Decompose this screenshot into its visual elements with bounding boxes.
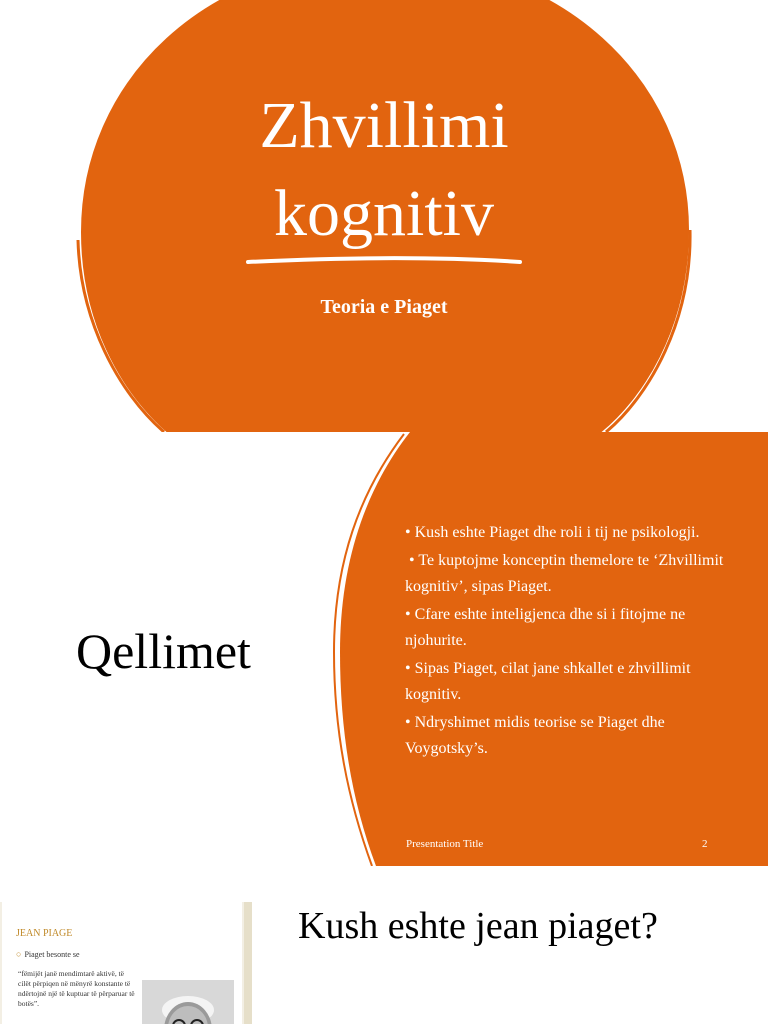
thumbnail-quote: “fëmijët janë mendimtarë aktivë, të cilët përpiqen në mënyrë konstante të ndërtojnë një të kuptuar të përparuar të botës”. [18,969,135,1008]
footer-presentation-title: Presentation Title [406,838,484,850]
objectives-title: Qellimet [76,623,251,679]
slide-title-text [200,82,568,258]
thumbnail-side-band [244,902,252,1024]
list-item: • Te kuptojme konceptin themelore te ‘Zhvillimit kognitiv’, sipas Piaget. [405,552,736,595]
thumbnail-title: JEAN PIAGE [16,928,73,939]
footer-page-number: 2 [702,838,708,850]
slide-subtitle: Teoria e Piaget [320,296,448,318]
list-item: • Sipas Piaget, cilat jane shkallet e zhvillimit kognitiv. [405,660,691,703]
slide-objectives [0,432,768,866]
thumbnail-subtitle [16,949,80,959]
embedded-slide-thumbnail [0,902,252,1024]
title-line-2: kognitiv [273,177,494,250]
bullet-icon: ○ [16,949,22,959]
slide-title [0,0,768,432]
objectives-list [405,520,736,764]
title-line-1: Zhvillimi [259,89,509,162]
thumbnail-subtitle-text: Piaget besonte se [24,950,80,959]
list-item: • Cfare eshte inteligjenca dhe si i fitojme ne njohurite. [405,606,686,649]
list-item: • Ndryshimet midis teorise se Piaget dhe Voygotsky’s. [405,714,665,757]
who-is-title: Kush eshte jean piaget? [298,905,658,947]
portrait-photo [142,980,234,1024]
thumbnail-page [2,902,242,1024]
list-item: • Kush eshte Piaget dhe roli i tij ne psikologji. [405,524,700,541]
